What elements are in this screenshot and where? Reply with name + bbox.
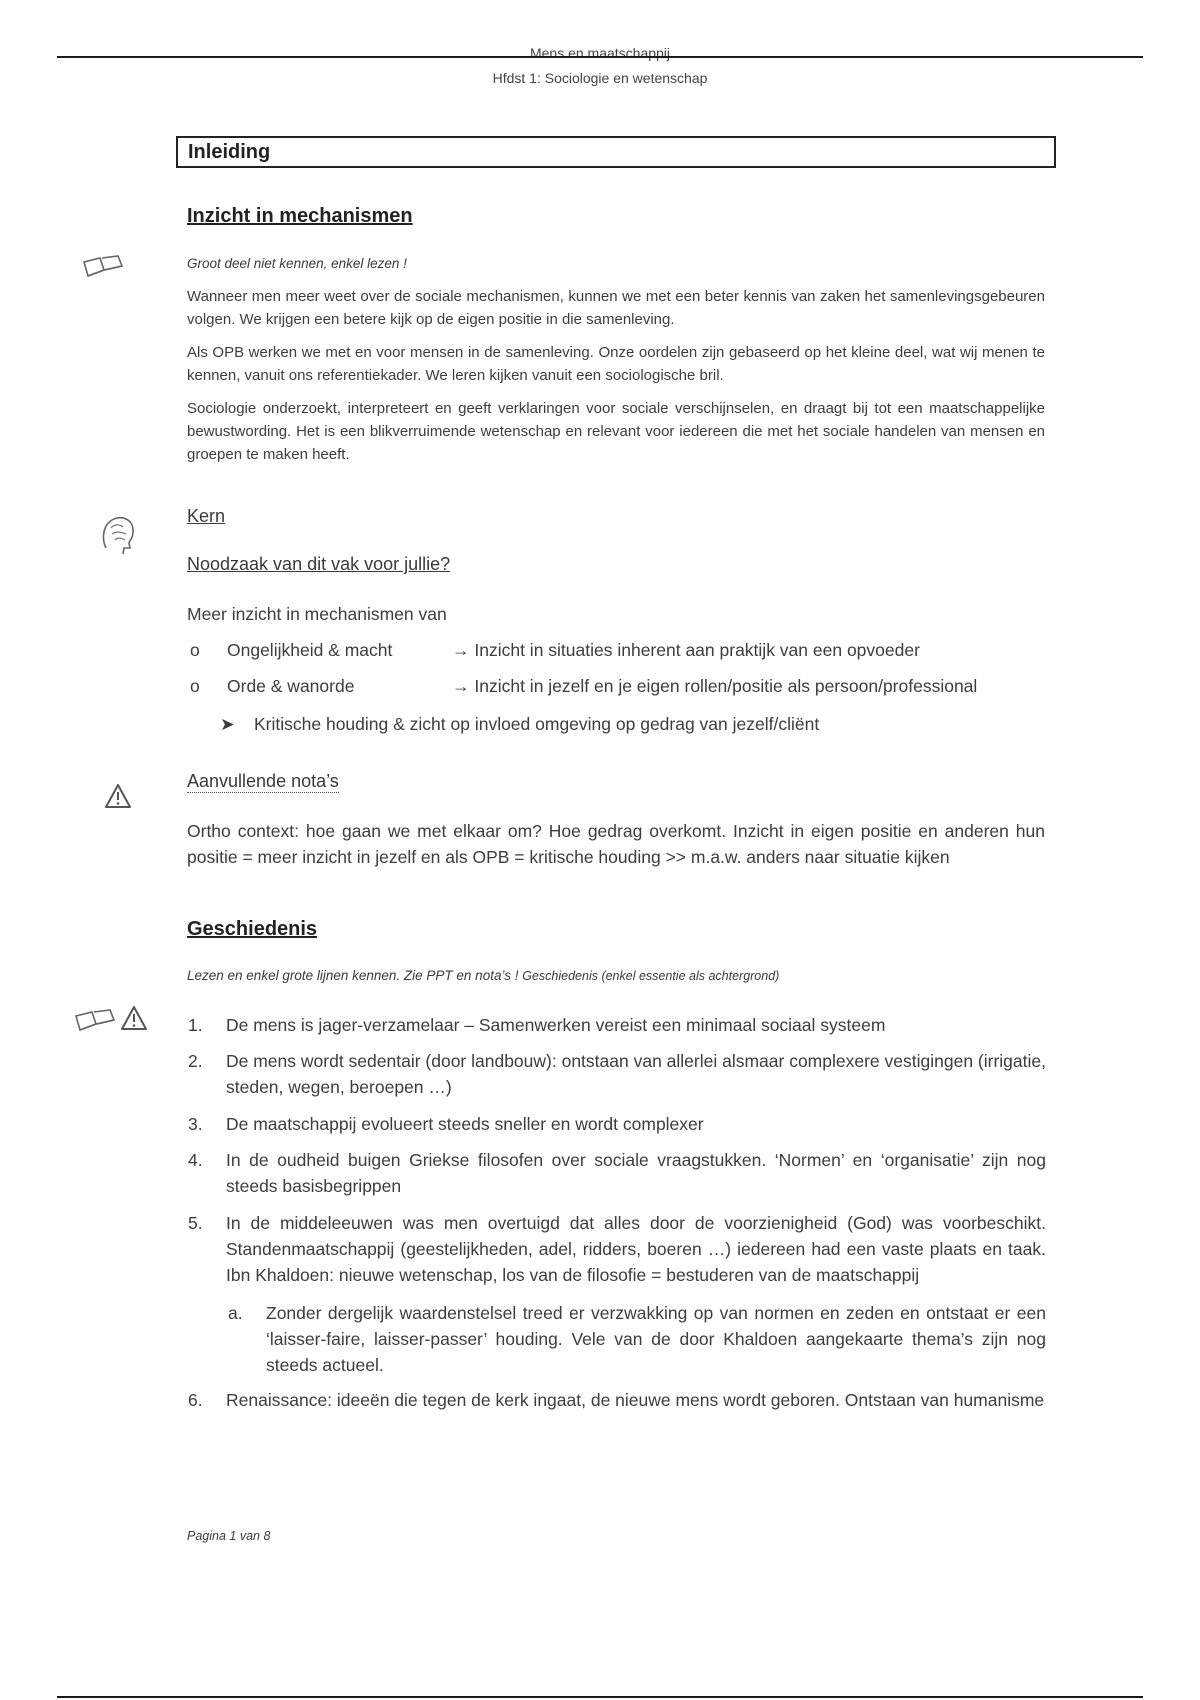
paragraph: Als OPB werken we met en voor mensen in de samenleving. Onze oordelen zijn gebaseerd op het kleine deel, wat wij menen te kennen, vanuit ons referentiekader. We leren kijken vanuit een sociologische bril. (187, 344, 1045, 384)
list-item (188, 1147, 1046, 1199)
header-title: Mens en maatschappij (529, 45, 671, 61)
list-item (188, 1387, 1046, 1413)
list-text: Renaissance: ideeën die tegen de kerk ingaat, de nieuwe mens wordt geboren. Ontstaan van humanisme (226, 1390, 1045, 1410)
inzicht-note: Groot deel niet kennen, enkel lezen ! (187, 256, 407, 271)
footer-rule (57, 1696, 1143, 1698)
bullet-right: → Inzicht in jezelf en je eigen rollen/positie als persoon/professional (452, 676, 978, 696)
page-number: Pagina 1 van 8 (187, 1529, 271, 1543)
aanvullend-label: Aanvullende nota’s (187, 771, 339, 791)
arrow-bullet-icon: ➤ (220, 714, 235, 734)
list-text: In de oudheid buigen Griekse filosofen over sociale vraagstukken. ‘Normen’ en ‘organisatie’ zijn nog steeds basisbegrippen (226, 1150, 1046, 1196)
bullet-right: → Inzicht in situaties inherent aan praktijk van een opvoeder (452, 640, 920, 660)
list-subitem (228, 1300, 1046, 1378)
bullet-circle: o (190, 676, 200, 696)
geschiedenis-note-small: Geschiedenis (enkel essentie als achtergrond) (522, 969, 780, 983)
geschiedenis-heading: Geschiedenis (187, 918, 318, 940)
list-text: In de middeleeuwen was men overtuigd dat alles door de voorzienigheid (God) was voorbeschikt. Standenmaatschappij (geestelijkheden, adel, ridders, boeren …) iedereen had een vaste plaats en taak. Ibn Khaldoen: nieuwe wetenschap, los van de filosofie = bestuderen van de maatschappij (226, 1213, 1046, 1285)
kern-intro: Meer inzicht in mechanismen van (187, 604, 447, 624)
list-number: 4. (188, 1150, 203, 1170)
list-text: De mens is jager-verzamelaar – Samenwerken vereist een minimaal sociaal systeem (226, 1015, 886, 1035)
open-book-icon (74, 1008, 116, 1039)
kern-arrow-item: Kritische houding & zicht op invloed omgeving op gedrag van jezelf/cliënt (254, 714, 820, 734)
paragraph: Wanneer men meer weet over de sociale mechanismen, kunnen we met een beter kennis van zaken het samenlevingsgebeuren volgen. We krijgen een betere kijk op de eigen positie in die samenleving. (187, 288, 1045, 328)
list-text: De maatschappij evolueert steeds sneller en wordt complexer (226, 1114, 704, 1134)
list-item (188, 1210, 1046, 1288)
open-book-icon (82, 254, 124, 285)
section-title-inleiding: Inleiding (176, 136, 1056, 168)
list-item (188, 1012, 1046, 1038)
header-subtitle: Hfdst 1: Sociologie en wetenschap (492, 70, 708, 86)
list-number: 5. (188, 1213, 203, 1233)
kern-question: Noodzaak van dit vak voor jullie? (187, 554, 451, 574)
list-number: 6. (188, 1390, 203, 1410)
geschiedenis-note (187, 968, 779, 983)
list-item (188, 1048, 1046, 1100)
list-number: 2. (188, 1051, 203, 1071)
list-text: Zonder dergelijk waardenstelsel treed er verzwakking op van normen en zeden en ontstaat er een ‘laisser-faire, laisser-passer’ houding. Vele van de door Khaldoen aangekaarte thema’s zijn nog steeds actueel. (266, 1303, 1046, 1375)
warning-icon (104, 783, 132, 814)
bullet-left: Ongelijkheid & macht (227, 640, 393, 660)
inzicht-heading: Inzicht in mechanismen (187, 205, 413, 227)
bullet-circle: o (190, 640, 200, 660)
aanvullend-text: Ortho context: hoe gaan we met elkaar om? Hoe gedrag overkomt. Inzicht in eigen positie en anderen hun positie = meer inzicht in jezelf en als OPB = kritische houding >> m.a.w. anders naar situatie kijken (187, 821, 1045, 867)
header-rule (57, 56, 1143, 58)
list-number: a. (228, 1303, 243, 1323)
list-item (188, 1111, 1046, 1137)
bullet-left: Orde & wanorde (227, 676, 355, 696)
inzicht-paragraphs (187, 285, 1045, 476)
brain-head-icon (100, 512, 136, 561)
kern-label: Kern (187, 506, 226, 526)
list-number: 3. (188, 1114, 203, 1134)
paragraph: Sociologie onderzoekt, interpreteert en geeft verklaringen voor sociale verschijnselen, en draagt bij tot een maatschappelijke bewustwording. Het is een blikverruimende wetenschap en relevant voor iedereen die met het sociale handelen van mensen en groepen te maken heeft. (187, 400, 1045, 463)
geschiedenis-note-main: Lezen en enkel grote lijnen kennen. Zie PPT en nota’s ! (187, 968, 519, 983)
list-number: 1. (188, 1015, 203, 1035)
warning-icon (120, 1005, 148, 1036)
list-text: De mens wordt sedentair (door landbouw): ontstaan van allerlei alsmaar complexere vestigingen (irrigatie, steden, wegen, beroepen …) (226, 1051, 1046, 1097)
